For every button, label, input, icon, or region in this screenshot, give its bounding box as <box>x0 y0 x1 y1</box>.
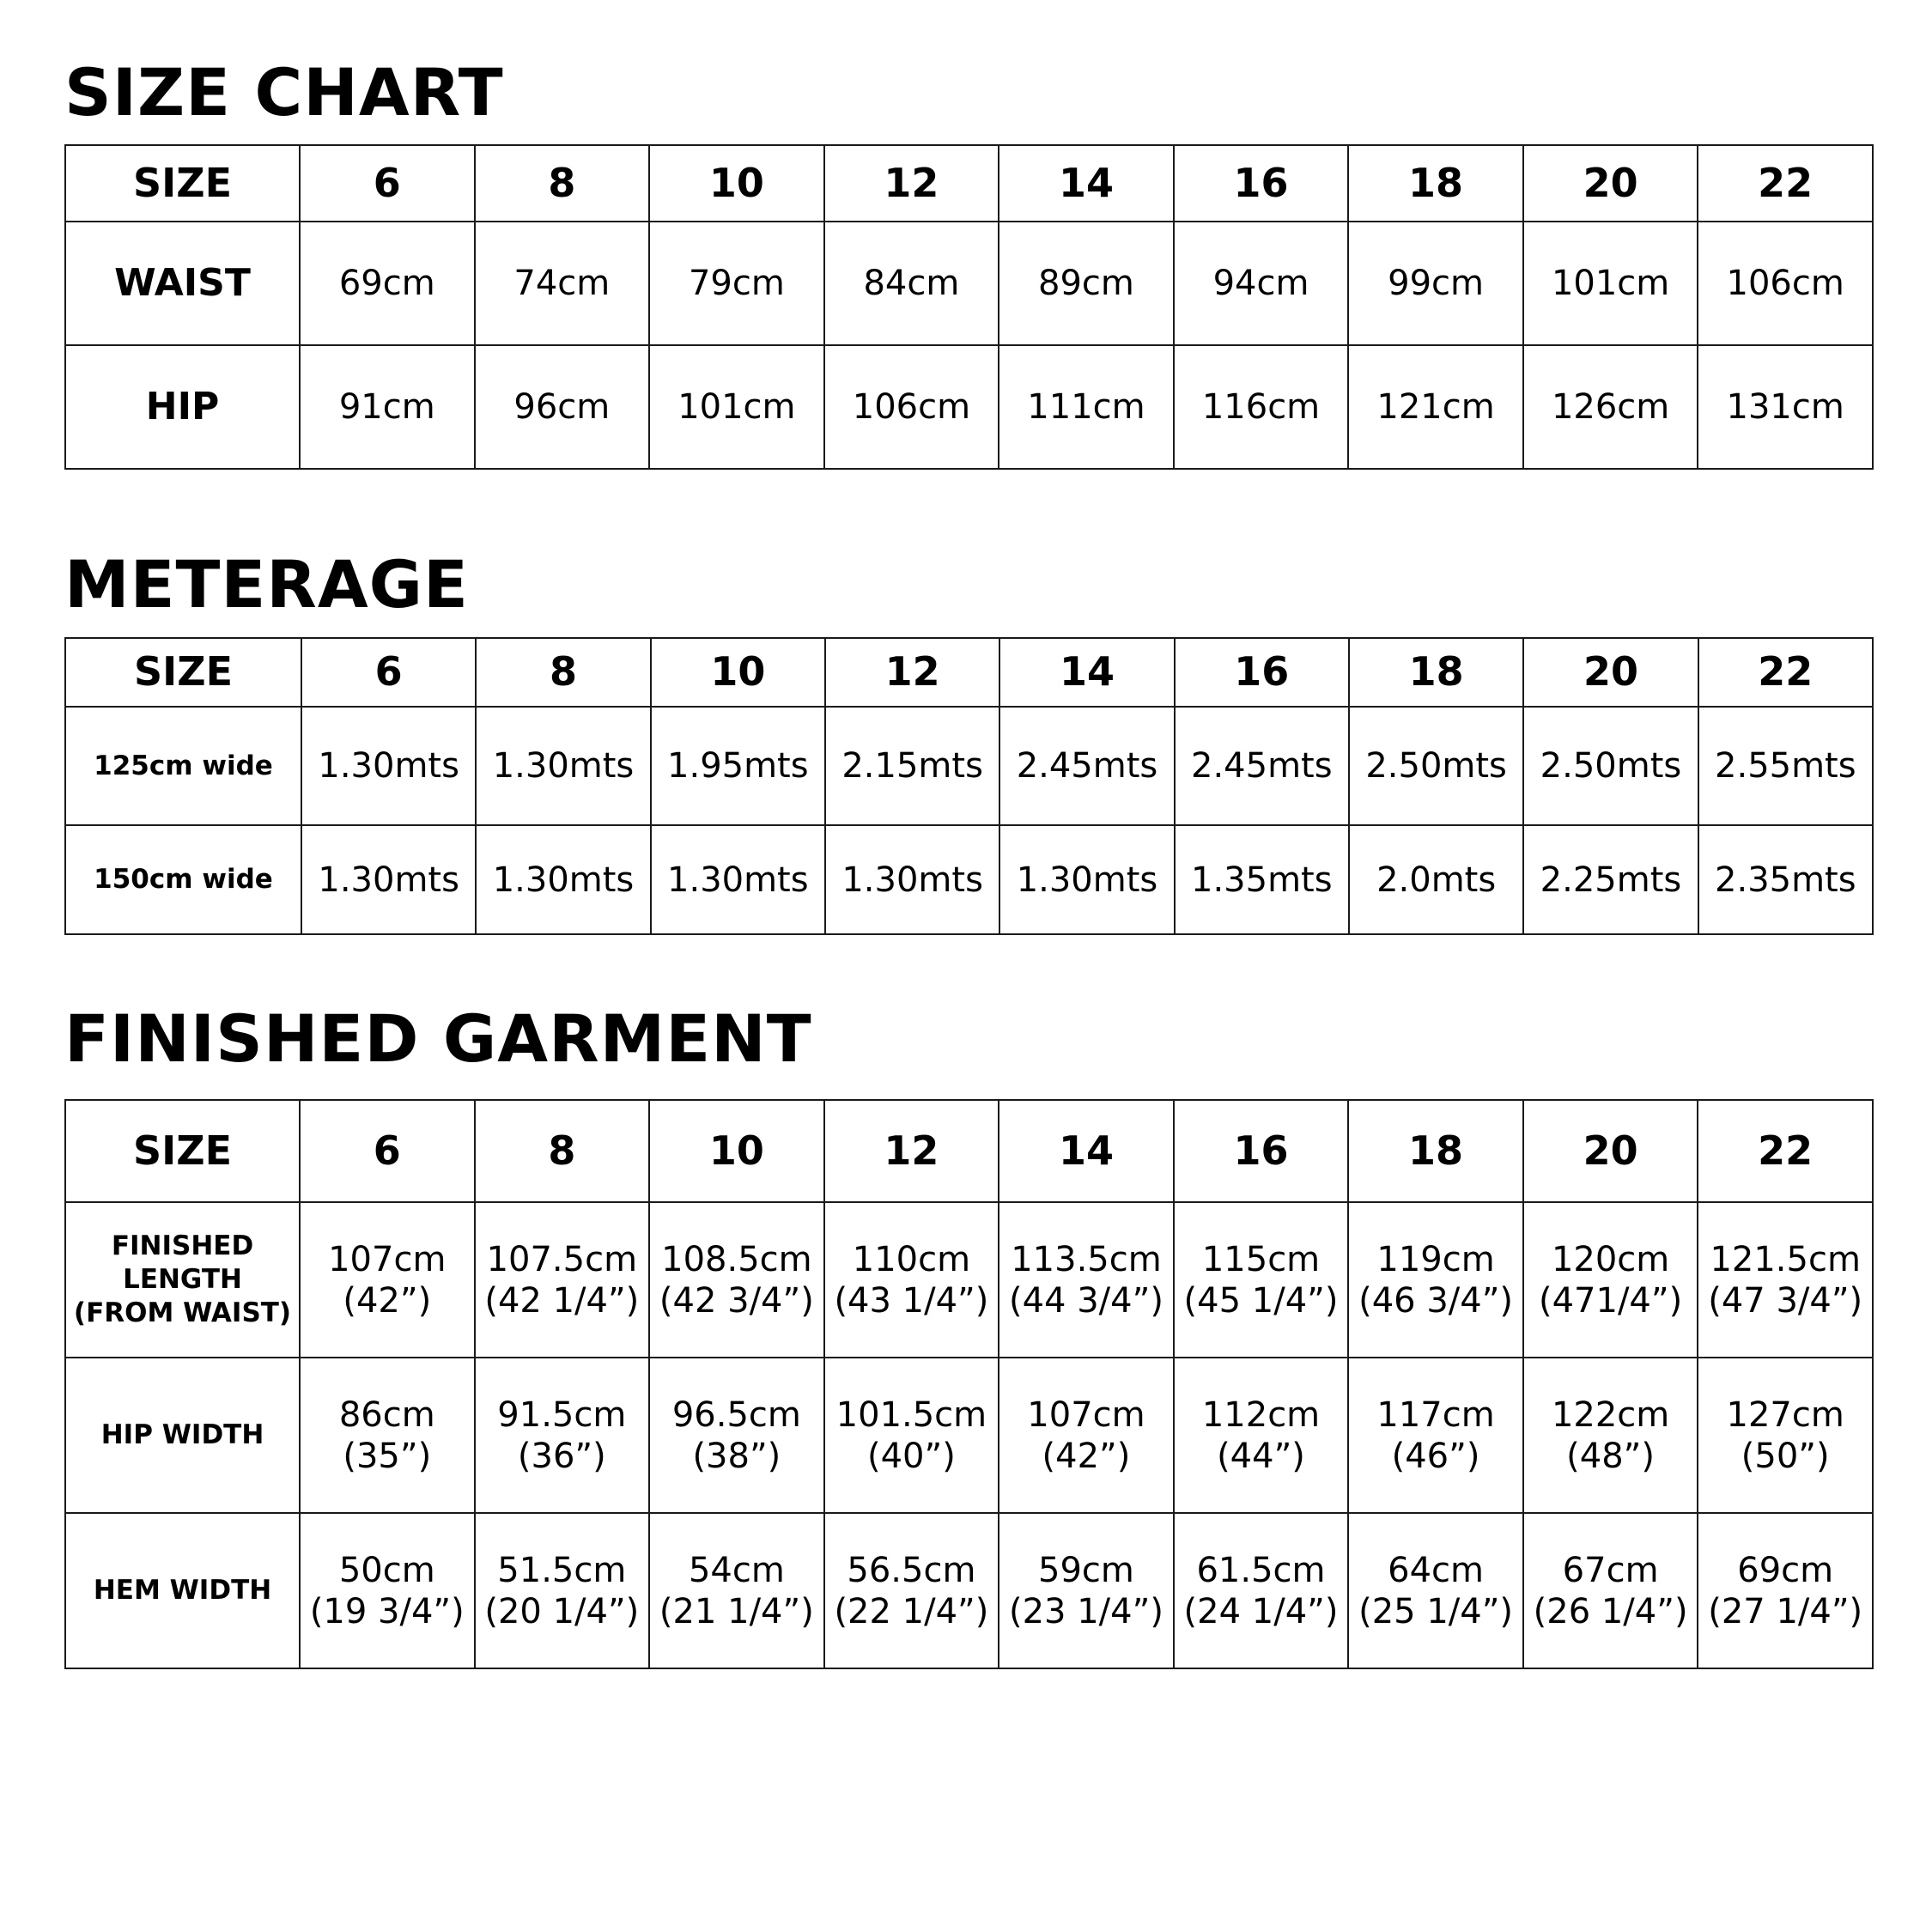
value-cell: 1.30mts <box>825 825 999 934</box>
header-cell-size: SIZE <box>65 638 301 707</box>
row-label-line: HIP WIDTH <box>100 1419 264 1451</box>
value-cm: 67cm <box>1562 1550 1659 1590</box>
row-label-hip-width <box>65 1358 300 1513</box>
header-cell: 20 <box>1523 638 1698 707</box>
value-cell: 1.30mts <box>476 707 650 825</box>
header-cell: 18 <box>1348 1100 1523 1202</box>
header-cell: 6 <box>301 638 476 707</box>
value-cell <box>1348 1358 1523 1513</box>
value-inches: (42”) <box>343 1280 432 1321</box>
value-cell <box>300 1358 475 1513</box>
meterage-table <box>64 637 1874 935</box>
value-inches: (27 1/4”) <box>1708 1591 1863 1631</box>
value-cell: 2.25mts <box>1523 825 1698 934</box>
value-cell: 111cm <box>999 345 1174 469</box>
value-cell: 94cm <box>1174 222 1349 345</box>
value-cell <box>1523 1513 1698 1668</box>
value-inches: (47 3/4”) <box>1708 1280 1863 1321</box>
value-cm: 91.5cm <box>497 1394 627 1435</box>
value-inches: (46”) <box>1391 1436 1480 1476</box>
value-inches: (38”) <box>692 1436 781 1476</box>
value-cm: 107cm <box>1027 1394 1145 1435</box>
value-cell <box>475 1202 650 1358</box>
value-cell <box>999 1358 1174 1513</box>
value-inches: (25 1/4”) <box>1358 1591 1514 1631</box>
value-cm: 107cm <box>328 1239 447 1279</box>
value-cm: 56.5cm <box>847 1550 976 1590</box>
value-cell: 131cm <box>1698 345 1873 469</box>
value-cell: 2.55mts <box>1698 707 1873 825</box>
header-cell: 8 <box>475 145 650 222</box>
value-inches: (20 1/4”) <box>484 1591 640 1631</box>
value-cell: 1.95mts <box>651 707 825 825</box>
value-cm: 121.5cm <box>1710 1239 1861 1279</box>
value-cell <box>300 1513 475 1668</box>
value-cell <box>1174 1513 1349 1668</box>
header-cell: 22 <box>1698 1100 1873 1202</box>
value-inches: (43 1/4”) <box>834 1280 989 1321</box>
value-inches: (36”) <box>517 1436 606 1476</box>
value-inches: (42 3/4”) <box>659 1280 814 1321</box>
value-inches: (46 3/4”) <box>1358 1280 1514 1321</box>
header-cell: 14 <box>999 638 1174 707</box>
header-cell: 16 <box>1174 145 1349 222</box>
value-inches: (22 1/4”) <box>834 1591 989 1631</box>
table-row-hip-width <box>65 1358 1873 1513</box>
value-cm: 117cm <box>1376 1394 1495 1435</box>
value-cell <box>649 1513 824 1668</box>
value-cm: 113.5cm <box>1011 1239 1162 1279</box>
value-cell <box>1174 1202 1349 1358</box>
header-cell: 8 <box>476 638 650 707</box>
value-cell <box>475 1513 650 1668</box>
value-cell: 91cm <box>300 345 475 469</box>
value-cell <box>1698 1202 1873 1358</box>
header-cell: 12 <box>824 1100 999 1202</box>
value-cell: 74cm <box>475 222 650 345</box>
value-cm: 96.5cm <box>671 1394 801 1435</box>
header-cell: 14 <box>999 1100 1174 1202</box>
finished-garment-table <box>64 1099 1874 1669</box>
table-row-125cm <box>65 707 1873 825</box>
value-cell <box>999 1202 1174 1358</box>
value-inches: (42”) <box>1042 1436 1131 1476</box>
row-label-line: FINISHED <box>111 1230 254 1262</box>
value-cell: 121cm <box>1348 345 1523 469</box>
value-cell: 126cm <box>1523 345 1698 469</box>
header-cell: 22 <box>1698 638 1873 707</box>
value-cell <box>1698 1513 1873 1668</box>
value-cell <box>649 1358 824 1513</box>
value-cell: 2.35mts <box>1698 825 1873 934</box>
value-cell <box>1523 1202 1698 1358</box>
header-cell: 22 <box>1698 145 1873 222</box>
value-cell <box>475 1358 650 1513</box>
value-cell: 2.45mts <box>1175 707 1349 825</box>
header-cell: 16 <box>1175 638 1349 707</box>
value-inches: (26 1/4”) <box>1533 1591 1688 1631</box>
value-cell: 2.50mts <box>1349 707 1523 825</box>
value-cell <box>824 1358 999 1513</box>
value-cell: 106cm <box>824 345 999 469</box>
value-cell: 79cm <box>649 222 824 345</box>
row-label-waist: WAIST <box>65 222 300 345</box>
value-cm: 108.5cm <box>661 1239 812 1279</box>
header-cell: 20 <box>1523 1100 1698 1202</box>
row-label-line: LENGTH <box>123 1264 242 1296</box>
value-cm: 64cm <box>1388 1550 1484 1590</box>
value-cell: 89cm <box>999 222 1174 345</box>
value-cm: 127cm <box>1726 1394 1844 1435</box>
table-row-150cm <box>65 825 1873 934</box>
value-inches: (44”) <box>1217 1436 1305 1476</box>
size-chart-table <box>64 144 1874 470</box>
value-cm: 119cm <box>1376 1239 1495 1279</box>
value-inches: (44 3/4”) <box>1009 1280 1163 1321</box>
table-row-finished-length <box>65 1202 1873 1358</box>
value-cm: 59cm <box>1038 1550 1134 1590</box>
header-cell: 10 <box>649 1100 824 1202</box>
value-cell: 116cm <box>1174 345 1349 469</box>
value-cell <box>1523 1358 1698 1513</box>
value-cm: 107.5cm <box>486 1239 638 1279</box>
table-row-hip <box>65 345 1873 469</box>
value-cell: 1.30mts <box>999 825 1174 934</box>
value-cm: 122cm <box>1551 1394 1670 1435</box>
header-cell: 10 <box>649 145 824 222</box>
value-cm: 51.5cm <box>497 1550 627 1590</box>
value-cm: 69cm <box>1737 1550 1834 1590</box>
meterage-title: METERAGE <box>64 546 469 623</box>
header-cell: 14 <box>999 145 1174 222</box>
value-cm: 61.5cm <box>1196 1550 1326 1590</box>
table-row-hem-width <box>65 1513 1873 1668</box>
value-inches: (23 1/4”) <box>1009 1591 1163 1631</box>
value-cm: 112cm <box>1201 1394 1321 1435</box>
value-cell: 1.30mts <box>476 825 650 934</box>
header-cell: 8 <box>475 1100 650 1202</box>
row-label-125cm-wide: 125cm wide <box>65 707 301 825</box>
value-cell <box>824 1202 999 1358</box>
value-cm: 86cm <box>338 1394 435 1435</box>
value-cell <box>649 1202 824 1358</box>
header-cell: 6 <box>300 1100 475 1202</box>
value-cell: 2.50mts <box>1523 707 1698 825</box>
header-cell: 20 <box>1523 145 1698 222</box>
row-label-hem-width <box>65 1513 300 1668</box>
value-inches: (21 1/4”) <box>659 1591 814 1631</box>
value-cm: 50cm <box>338 1550 435 1590</box>
header-cell: 18 <box>1348 145 1523 222</box>
meterage-header-row <box>65 638 1873 707</box>
value-inches: (48”) <box>1566 1436 1656 1476</box>
value-cell: 1.35mts <box>1175 825 1349 934</box>
value-cell: 1.30mts <box>301 707 476 825</box>
header-cell-size: SIZE <box>65 1100 300 1202</box>
size-chart-header-row <box>65 145 1873 222</box>
value-cell: 2.0mts <box>1349 825 1523 934</box>
row-label-150cm-wide: 150cm wide <box>65 825 301 934</box>
size-chart-title: SIZE CHART <box>64 54 504 131</box>
value-cm: 110cm <box>852 1239 971 1279</box>
header-cell: 12 <box>824 145 999 222</box>
value-cell: 99cm <box>1348 222 1523 345</box>
value-cm: 120cm <box>1551 1239 1670 1279</box>
value-inches: (45 1/4”) <box>1183 1280 1339 1321</box>
table-row-waist <box>65 222 1873 345</box>
value-cell <box>1698 1358 1873 1513</box>
value-inches: (50”) <box>1741 1436 1830 1476</box>
value-cell: 106cm <box>1698 222 1873 345</box>
value-cm: 54cm <box>688 1550 785 1590</box>
value-inches: (42 1/4”) <box>484 1280 640 1321</box>
value-inches: (40”) <box>866 1436 956 1476</box>
header-cell-size: SIZE <box>65 145 300 222</box>
header-cell: 16 <box>1174 1100 1349 1202</box>
value-cell <box>1348 1202 1523 1358</box>
value-cm: 101.5cm <box>835 1394 987 1435</box>
value-cell <box>999 1513 1174 1668</box>
finished-garment-header-row <box>65 1100 1873 1202</box>
value-inches: (471/4”) <box>1538 1280 1683 1321</box>
row-label-hip: HIP <box>65 345 300 469</box>
value-cell <box>1348 1513 1523 1668</box>
header-cell: 12 <box>825 638 999 707</box>
value-cell: 69cm <box>300 222 475 345</box>
header-cell: 18 <box>1349 638 1523 707</box>
header-cell: 10 <box>651 638 825 707</box>
value-cell <box>824 1513 999 1668</box>
value-cell <box>1174 1358 1349 1513</box>
value-inches: (24 1/4”) <box>1183 1591 1339 1631</box>
value-cm: 115cm <box>1201 1239 1321 1279</box>
row-label-finished-length <box>65 1202 300 1358</box>
row-label-line: (FROM WAIST) <box>73 1297 292 1328</box>
value-cell: 84cm <box>824 222 999 345</box>
value-cell: 101cm <box>649 345 824 469</box>
value-cell: 1.30mts <box>651 825 825 934</box>
value-cell: 2.45mts <box>999 707 1174 825</box>
finished-garment-title: FINISHED GARMENT <box>64 1000 812 1077</box>
value-cell <box>300 1202 475 1358</box>
row-label-line: HEM WIDTH <box>93 1575 272 1607</box>
header-cell: 6 <box>300 145 475 222</box>
value-cell: 2.15mts <box>825 707 999 825</box>
value-inches: (35”) <box>343 1436 432 1476</box>
value-cell: 96cm <box>475 345 650 469</box>
value-inches: (19 3/4”) <box>309 1591 465 1631</box>
value-cell: 1.30mts <box>301 825 476 934</box>
value-cell: 101cm <box>1523 222 1698 345</box>
